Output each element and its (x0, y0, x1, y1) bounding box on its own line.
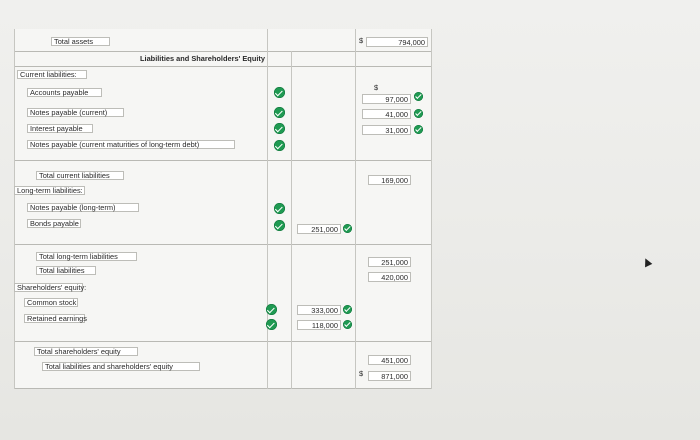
common-stock-label[interactable]: Common stock (24, 298, 78, 307)
check-icon (343, 305, 352, 314)
total-shareholders-equity-value[interactable]: 451,000 (368, 355, 411, 365)
check-icon (414, 109, 423, 118)
row-divider (14, 341, 432, 342)
current-maturities-label[interactable]: Notes payable (current maturities of long-term debt) (27, 140, 235, 149)
longterm-liabilities-header: Long-term liabilities: (14, 186, 85, 195)
row-divider (14, 66, 432, 67)
notes-payable-current-value[interactable]: 41,000 (362, 109, 411, 119)
total-longterm-liabilities-label: Total long-term liabilities (36, 252, 137, 261)
bonds-payable-label[interactable]: Bonds payable (27, 219, 81, 228)
col-divider (355, 29, 356, 389)
check-icon (274, 87, 285, 98)
check-icon (274, 203, 285, 214)
grand-total-dollar: $ (359, 369, 364, 378)
total-longterm-liabilities-value[interactable]: 251,000 (368, 257, 411, 267)
check-icon (266, 304, 277, 315)
col-divider (14, 29, 15, 389)
row-divider (14, 51, 432, 52)
shareholders-equity-header: Shareholders' equity: (14, 283, 83, 292)
grand-total-label: Total liabilities and shareholders' equity (42, 362, 200, 371)
col-divider (267, 29, 268, 389)
total-assets-dollar: $ (359, 36, 364, 45)
check-icon (266, 319, 277, 330)
check-icon (343, 224, 352, 233)
check-icon (274, 123, 285, 134)
total-current-liabilities-label: Total current liabilities (36, 171, 124, 180)
interest-payable-value[interactable]: 31,000 (362, 125, 411, 135)
retained-earnings-value[interactable]: 118,000 (297, 320, 341, 330)
check-icon (414, 125, 423, 134)
bonds-payable-value[interactable]: 251,000 (297, 224, 341, 234)
current-liabilities-header: Current liabilities: (17, 70, 87, 79)
total-current-liabilities-value[interactable]: 169,000 (368, 175, 411, 185)
accounts-payable-label[interactable]: Accounts payable (27, 88, 102, 97)
col-divider (291, 51, 292, 389)
total-assets-value[interactable]: 794,000 (366, 37, 428, 47)
total-liabilities-value[interactable]: 420,000 (368, 272, 411, 282)
check-icon (343, 320, 352, 329)
grand-total-value[interactable]: 871,000 (368, 371, 411, 381)
mouse-cursor-icon (642, 257, 653, 268)
accounts-payable-value[interactable]: 97,000 (362, 94, 411, 104)
row-divider (14, 388, 432, 389)
check-icon (274, 107, 285, 118)
check-icon (274, 140, 285, 151)
total-liabilities-label: Total liabilities (36, 266, 96, 275)
total-shareholders-equity-label: Total shareholders' equity (34, 347, 138, 356)
check-icon (274, 220, 285, 231)
notes-payable-current-label[interactable]: Notes payable (current) (27, 108, 124, 117)
notes-payable-longterm-label[interactable]: Notes payable (long-term) (27, 203, 139, 212)
common-stock-value[interactable]: 333,000 (297, 305, 341, 315)
col-divider (431, 29, 432, 389)
row-divider (14, 244, 432, 245)
total-assets-label: Total assets (51, 37, 110, 46)
retained-earnings-label[interactable]: Retained earnings (24, 314, 85, 323)
row-divider (14, 160, 432, 161)
check-icon (414, 92, 423, 101)
interest-payable-label[interactable]: Interest payable (27, 124, 93, 133)
current-dollar: $ (374, 83, 379, 92)
section-title: Liabilities and Shareholders' Equity (140, 54, 265, 63)
